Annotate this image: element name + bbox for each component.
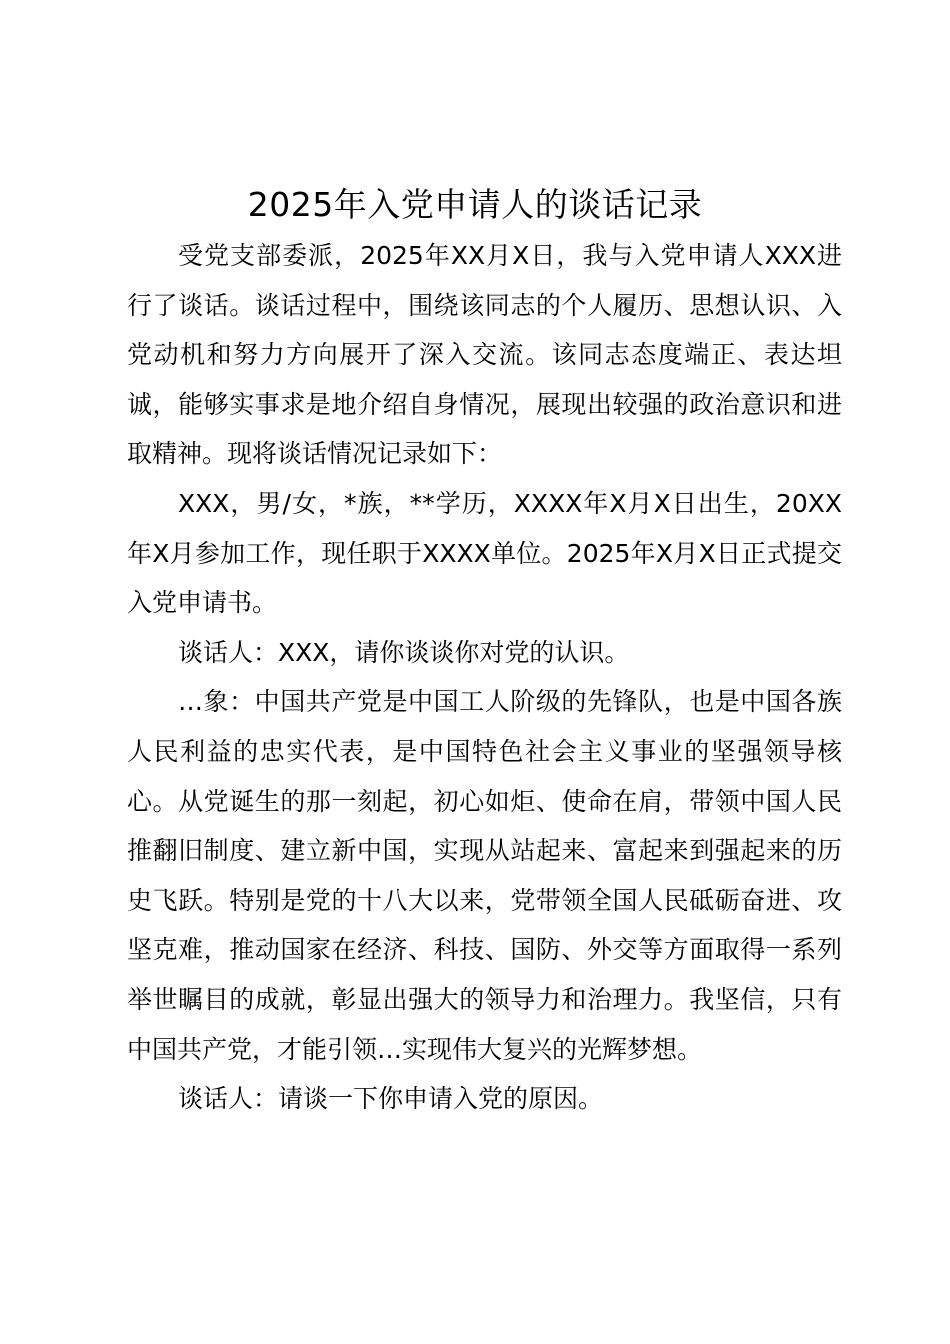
paragraph-applicant-info: XXX，男/女，*族，**学历，XXXX年X月X日出生，20XX年X月参加工作，现任职于XXXX单位。2025年X月X日正式提交入党申请书。: [127, 488, 842, 618]
paragraph-question-1: 谈话人：XXX，请你谈谈你对党的认识。: [178, 637, 630, 667]
paragraph-intro: 受党支部委派，2025年XX月X日，我与入党申请人XXX进行了谈话。谈话过程中，围绕该同志的个人履历、思想认识、入党动机和努力方向展开了深入交流。该同志态度端正、表达坦诚，能够实事求是地介绍自身情况，展现出较强的政治意识和进取精神。现将谈话情况记录如下：: [127, 241, 842, 469]
paragraph-question-2: 谈话人：请谈一下你申请入党的原因。: [178, 1084, 604, 1114]
document-title: 2025年入党申请人的谈话记录: [247, 185, 703, 224]
document-body: [127, 231, 842, 1124]
paragraph-answer-1: …象：中国共产党是中国工人阶级的先锋队，也是中国各族人民利益的忠实代表，是中国特色社会主义事业的坚强领导核心。从党诞生的那一刻起，初心如炬、使命在肩，带领中国人民推翻旧制度、建立新中国，实现从站起来、富起来到强起来的历史飞跃。特别是党的十八大以来，党带领全国人民砥砺奋进、攻坚克难，推动国家在经济、科技、国防、外交等方面取得一系列举世瞩目的成就，彰显出强大的领导力和治理力。我坚信，只有中国共产党，才能引领…实现伟大复兴的光辉梦想。: [127, 687, 842, 1064]
